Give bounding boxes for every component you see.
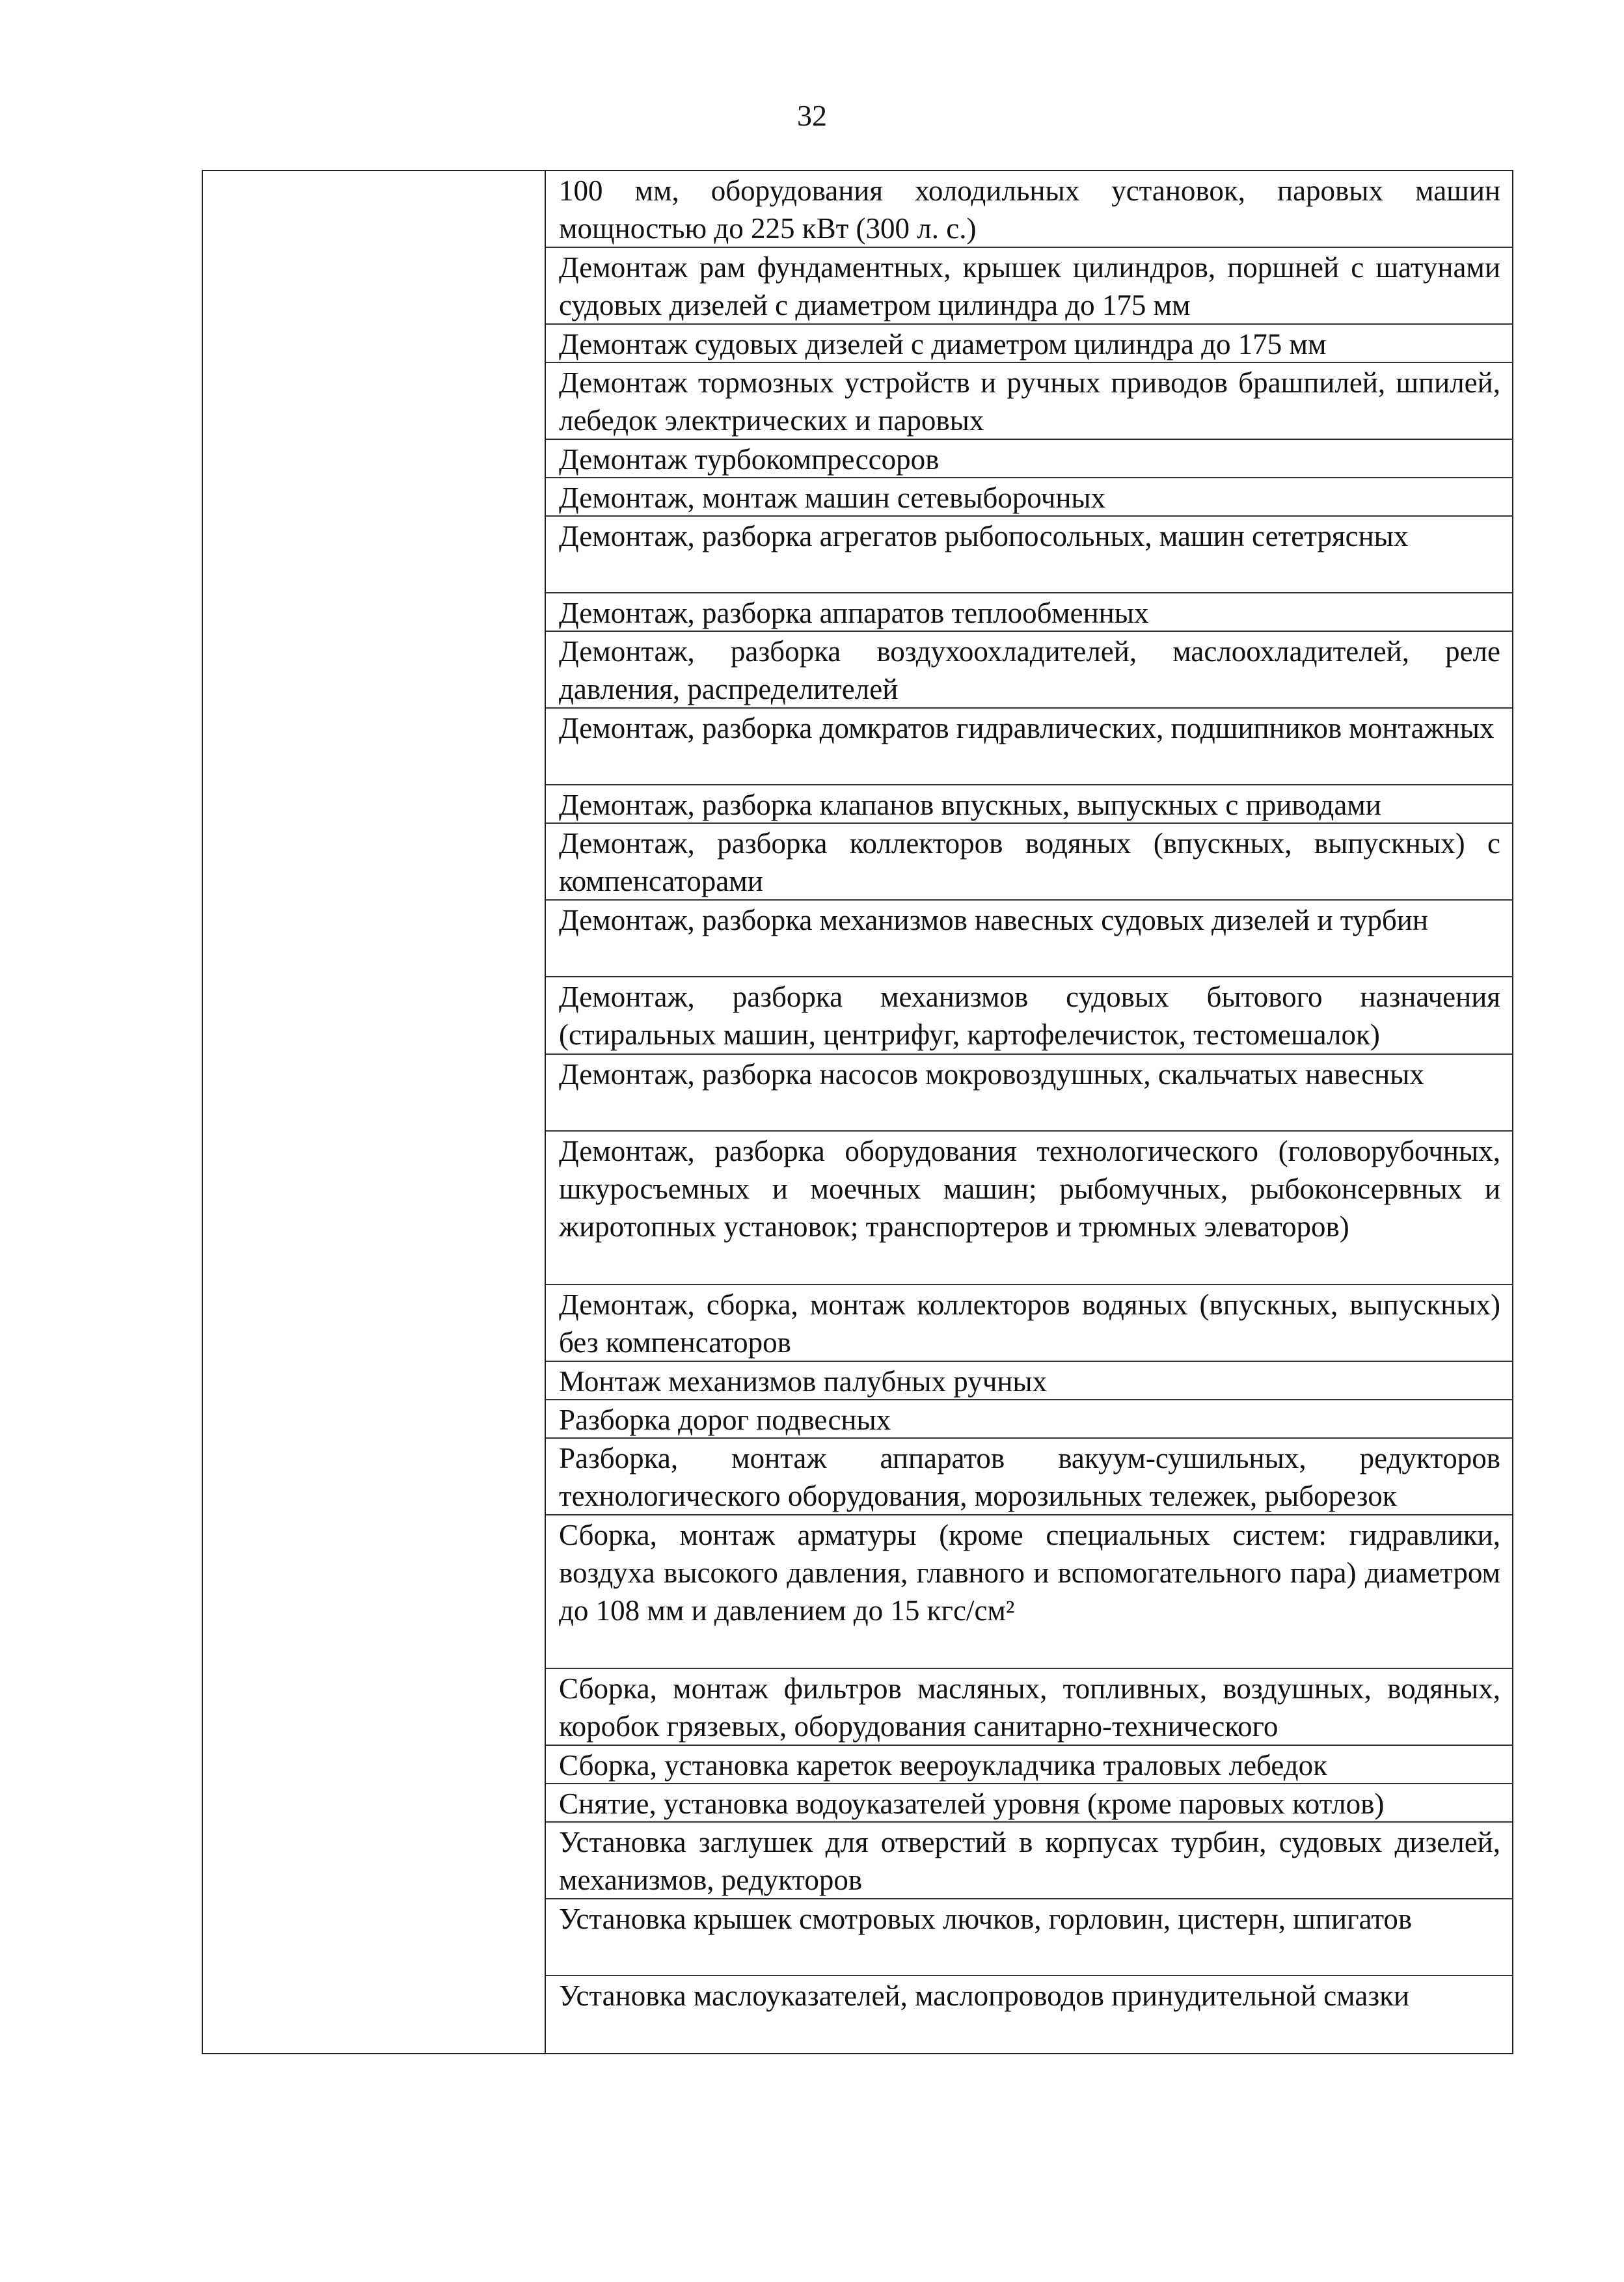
table-row: Демонтаж, разборка оборудования технологического (головорубочных, шкуросъемных и моечных машин; рыбомучных, рыбоконсервных и жиротопных установок; транспортеров и трюмных элеваторов) [546,1132,1512,1285]
table-row: Демонтаж, разборка аппаратов теплообменных [546,593,1512,632]
table-row: Демонтаж, разборка домкратов гидравлических, подшипников монтажных [546,709,1512,785]
table-row: Снятие, установка водоуказателей уровня (кроме паровых котлов) [546,1784,1512,1823]
table-row: Демонтаж рам фундаментных, крышек цилиндров, поршней с шатунами судовых дизелей с диаметром цилиндра до 175 мм [546,248,1512,325]
table-rows [546,171,1512,2053]
page-number: 32 [797,99,827,132]
table-row: Демонтаж тормозных устройств и ручных приводов брашпилей, шпилей, лебедок электрических и паровых [546,363,1512,440]
table-row: Установка маслоуказателей, маслопроводов принудительной смазки [559,1979,1410,2012]
table-row: Демонтаж, разборка насосов мокровоздушных, скальчатых навесных [546,1055,1512,1132]
table-row: 100 мм, оборудования холодильных установок, паровых машин мощностью до 225 кВт (300 л. с.) [546,171,1512,248]
table-row: Демонтаж турбокомпрессоров [546,440,1512,478]
table-left-column [203,171,546,2053]
table-row: Сборка, установка кареток веероукладчика траловых лебедок [546,1746,1512,1784]
table-row: Разборка дорог подвесных [546,1400,1512,1439]
table-row: Сборка, монтаж фильтров масляных, топливных, воздушных, водяных, коробок грязевых, оборудования санитарно-технического [546,1669,1512,1746]
table-row: Демонтаж, разборка коллекторов водяных (впускных, выпускных) с компенсаторами [546,824,1512,901]
table-row: Установка крышек смотровых лючков, горловин, цистерн, шпигатов [546,1899,1512,1976]
table-row: Установка заглушек для отверстий в корпусах турбин, судовых дизелей, механизмов, редукторов [546,1823,1512,1899]
table-row: Демонтаж, разборка воздухоохладителей, маслоохладителей, реле давления, распределителей [546,632,1512,709]
table-row: Демонтаж, разборка клапанов впускных, выпускных с приводами [546,785,1512,824]
table-row: Сборка, монтаж арматуры (кроме специальных систем: гидравлики, воздуха высокого давления, главного и вспомогательного пара) диаметром до 108 мм и давлением до 15 кгс/см² [546,1515,1512,1669]
table-row: Демонтаж, разборка механизмов судовых бытового назначения (стиральных машин, центрифуг, картофелечисток, тестомешалок) [546,977,1512,1054]
table-row: Разборка, монтаж аппаратов вакуум-сушильных, редукторов технологического оборудования, морозильных тележек, рыборезок [546,1439,1512,1515]
table-row: Демонтаж, разборка агрегатов рыбопосольных, машин сететрясных [546,517,1512,593]
work-list-table [202,170,1513,2054]
table-row: Демонтаж, разборка механизмов навесных судовых дизелей и турбин [546,901,1512,977]
table-row: Демонтаж, сборка, монтаж коллекторов водяных (впускных, выпускных) без компенсаторов [546,1285,1512,1362]
table-row: Монтаж механизмов палубных ручных [546,1362,1512,1400]
table-row: Демонтаж судовых дизелей с диаметром цилиндра до 175 мм [546,325,1512,363]
table-row: Демонтаж, монтаж машин сетевыборочных [546,478,1512,517]
